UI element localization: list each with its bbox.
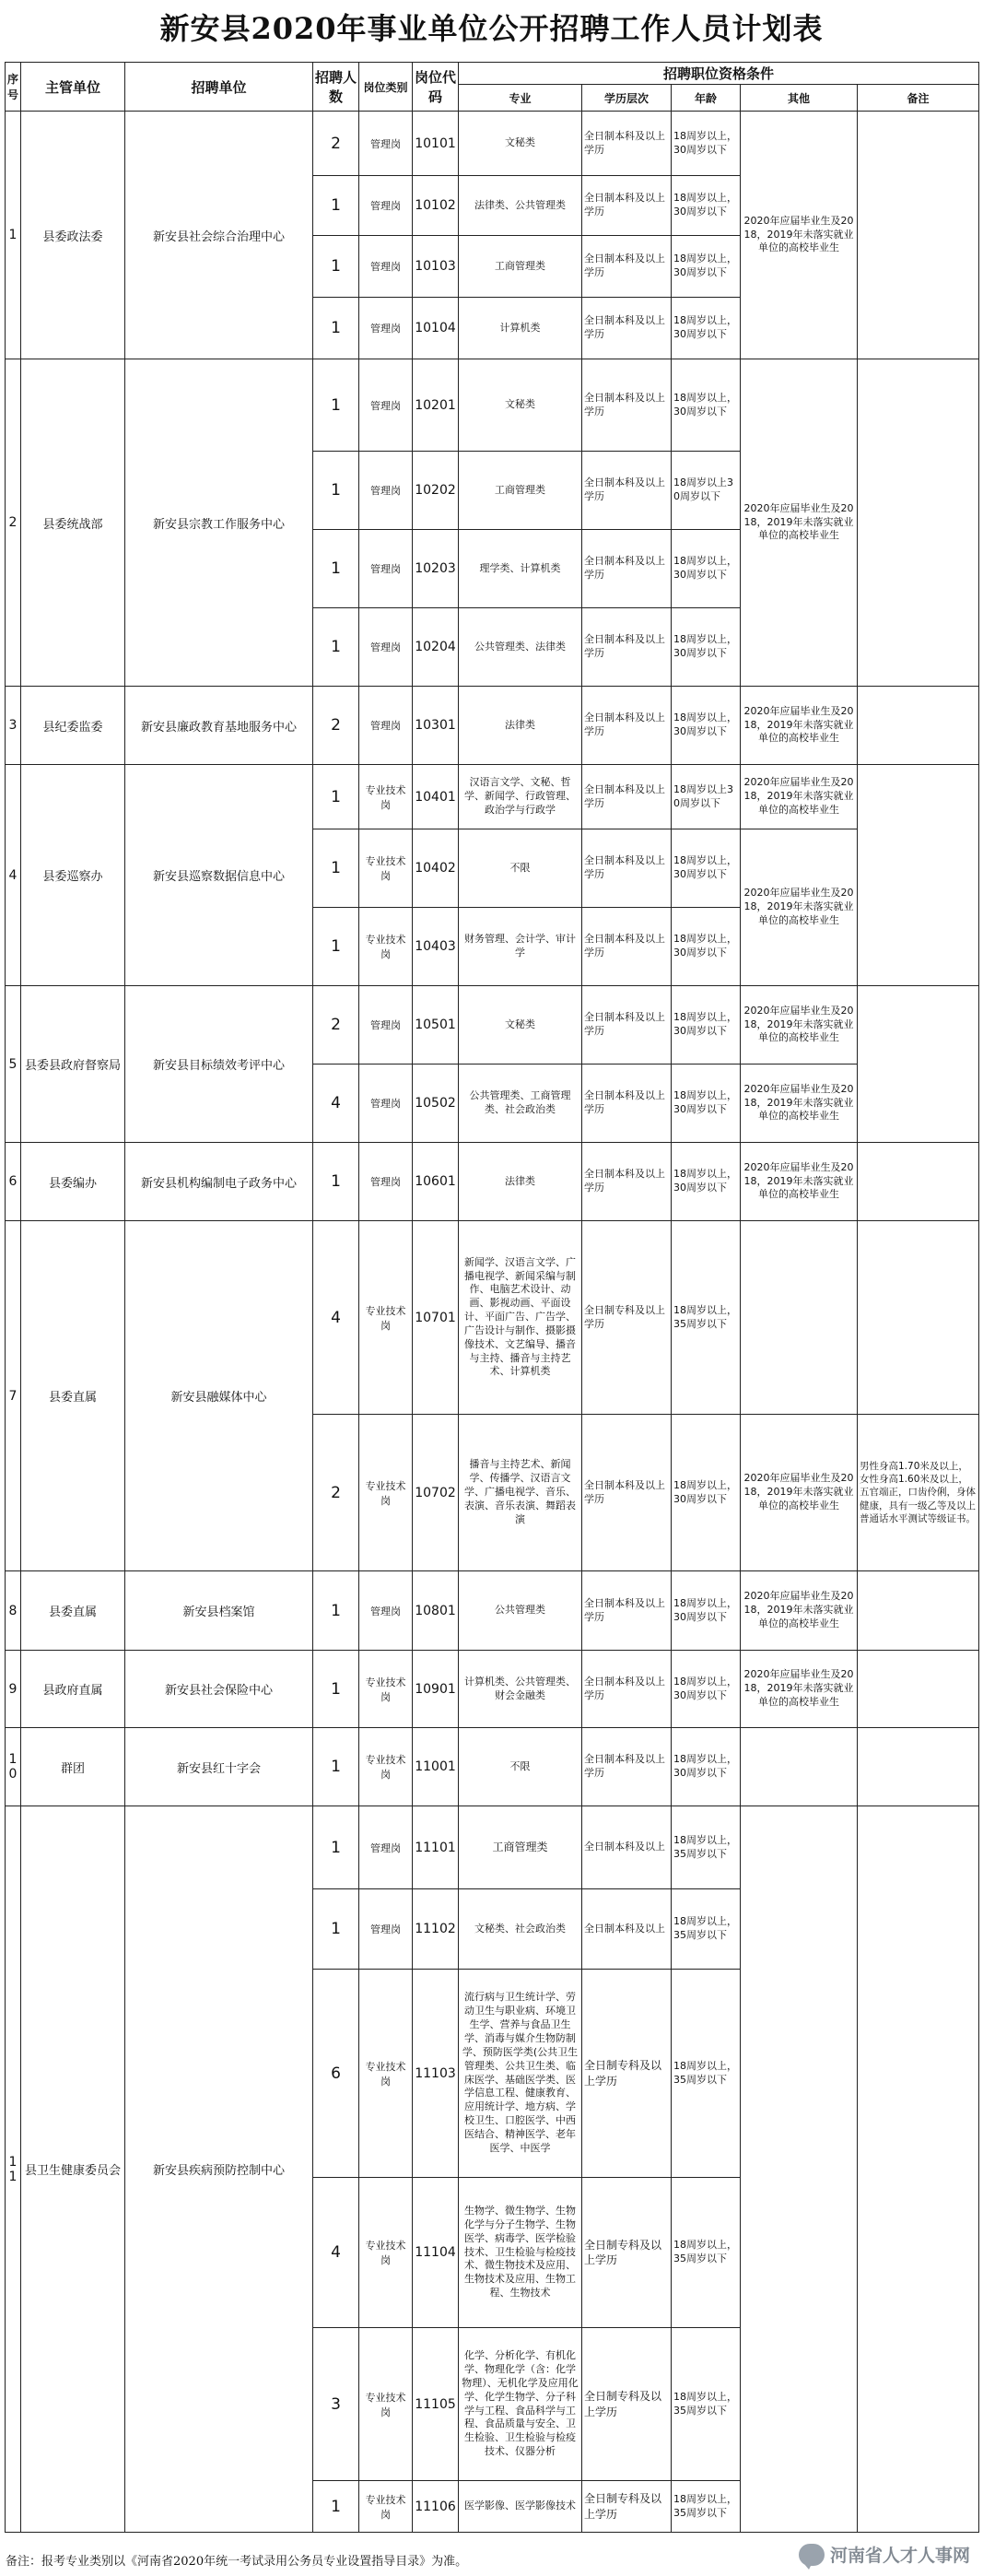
unit-cell: 新安县廉政教育基地服务中心 bbox=[125, 687, 313, 765]
count-cell: 1 bbox=[313, 176, 359, 236]
code-cell: 10401 bbox=[413, 765, 459, 829]
count-cell: 1 bbox=[313, 298, 359, 359]
edu-cell: 全日制本科及以上学历 bbox=[582, 1728, 672, 1806]
note-cell bbox=[858, 687, 979, 765]
major-cell: 公共管理类、工商管理类、社会政治类 bbox=[459, 1065, 582, 1143]
code-cell: 10102 bbox=[413, 176, 459, 236]
edu-cell: 全日制本科及以上学历 bbox=[582, 530, 672, 608]
count-cell: 1 bbox=[313, 1651, 359, 1728]
other-cell: 2020年应届毕业生及2018，2019年未落实就业单位的高校毕业生 bbox=[741, 1065, 858, 1143]
chat-bubble-icon bbox=[799, 2544, 825, 2566]
dept-cell: 县委县政府督察局 bbox=[21, 986, 125, 1143]
age-cell: 18周岁以上，35周岁以下 bbox=[672, 2481, 741, 2533]
age-cell: 18周岁以上，30周岁以下 bbox=[672, 236, 741, 298]
note-cell bbox=[858, 1806, 979, 2533]
code-cell: 10502 bbox=[413, 1065, 459, 1143]
major-cell: 工商管理类 bbox=[459, 236, 582, 298]
code-cell: 11102 bbox=[413, 1889, 459, 1970]
code-cell: 11104 bbox=[413, 2178, 459, 2328]
dept-cell: 县纪委监委 bbox=[21, 687, 125, 765]
major-cell: 公共管理类 bbox=[459, 1571, 582, 1651]
seq-cell: 4 bbox=[6, 765, 21, 986]
count-cell: 1 bbox=[313, 1143, 359, 1221]
dept-cell: 县委巡察办 bbox=[21, 765, 125, 986]
code-cell: 10104 bbox=[413, 298, 459, 359]
code-cell: 10801 bbox=[413, 1571, 459, 1651]
edu-cell: 全日制本科及以上学历 bbox=[582, 1651, 672, 1728]
code-cell: 10301 bbox=[413, 687, 459, 765]
edu-cell: 全日制本科及以上 bbox=[582, 1806, 672, 1889]
count-cell: 4 bbox=[313, 2178, 359, 2328]
table-row bbox=[6, 687, 979, 765]
header-unit: 招聘单位 bbox=[125, 63, 313, 112]
edu-cell: 全日制本科及以上学历 bbox=[582, 765, 672, 829]
other-cell: 2020年应届毕业生及2018，2019年未落实就业单位的高校毕业生 bbox=[741, 765, 858, 829]
code-cell: 10101 bbox=[413, 112, 459, 176]
type-cell: 管理岗 bbox=[359, 176, 413, 236]
other-cell: 2020年应届毕业生及2018，2019年未落实就业单位的高校毕业生 bbox=[741, 1143, 858, 1221]
header-code: 岗位代码 bbox=[413, 63, 459, 112]
count-cell: 1 bbox=[313, 908, 359, 986]
header-type: 岗位类别 bbox=[359, 63, 413, 112]
note-cell bbox=[858, 1571, 979, 1651]
header-qualifications: 招聘职位资格条件 bbox=[459, 63, 979, 85]
unit-cell: 新安县融媒体中心 bbox=[125, 1221, 313, 1571]
major-cell: 法律类 bbox=[459, 687, 582, 765]
type-cell: 专业技术岗 bbox=[359, 908, 413, 986]
other-cell: 2020年应届毕业生及2018，2019年未落实就业单位的高校毕业生 bbox=[741, 829, 858, 986]
code-cell: 10201 bbox=[413, 359, 459, 452]
header-edu: 学历层次 bbox=[582, 85, 672, 112]
major-cell: 工商管理类 bbox=[459, 452, 582, 530]
edu-cell: 全日制专科及以上学历 bbox=[582, 1221, 672, 1415]
seq-cell: 3 bbox=[6, 687, 21, 765]
other-cell: 2020年应届毕业生及2018，2019年未落实就业单位的高校毕业生 bbox=[741, 112, 858, 359]
code-cell: 10501 bbox=[413, 986, 459, 1065]
header-count: 招聘人数 bbox=[313, 63, 359, 112]
recruitment-table bbox=[5, 62, 979, 2533]
dept-cell: 县委直属 bbox=[21, 1221, 125, 1571]
count-cell: 1 bbox=[313, 359, 359, 452]
note-cell bbox=[858, 765, 979, 986]
table-row bbox=[6, 1806, 979, 1889]
dept-cell: 县委政法委 bbox=[21, 112, 125, 359]
age-cell: 18周岁以上，30周岁以下 bbox=[672, 359, 741, 452]
seq-cell: 8 bbox=[6, 1571, 21, 1651]
count-cell: 1 bbox=[313, 2481, 359, 2533]
seq-cell: 5 bbox=[6, 986, 21, 1143]
note-cell bbox=[858, 1143, 979, 1221]
table-row bbox=[6, 986, 979, 1065]
dept-cell: 县委编办 bbox=[21, 1143, 125, 1221]
footnote: 备注：报考专业类别以《河南省2020年统一考试录用公务员专业设置指导目录》为准。 bbox=[6, 2555, 468, 2569]
edu-cell: 全日制本科及以上学历 bbox=[582, 1571, 672, 1651]
note-cell: 男性身高1.70米及以上，女性身高1.60米及以上，五官端正，口齿伶俐，身体健康，具有一级乙等及以上普通话水平测试等级证书。 bbox=[858, 1415, 979, 1571]
age-cell: 18周岁以上，30周岁以下 bbox=[672, 530, 741, 608]
edu-cell: 全日制本科及以上学历 bbox=[582, 452, 672, 530]
type-cell: 管理岗 bbox=[359, 687, 413, 765]
seq-cell: 11 bbox=[6, 1806, 21, 2533]
age-cell: 18周岁以上，30周岁以下 bbox=[672, 1143, 741, 1221]
table-row bbox=[6, 1651, 979, 1728]
age-cell: 18周岁以上30周岁以下 bbox=[672, 452, 741, 530]
age-cell: 18周岁以上，35周岁以下 bbox=[672, 1889, 741, 1970]
age-cell: 18周岁以上，35周岁以下 bbox=[672, 1970, 741, 2178]
major-cell: 不限 bbox=[459, 1728, 582, 1806]
age-cell: 18周岁以上，30周岁以下 bbox=[672, 112, 741, 176]
type-cell: 管理岗 bbox=[359, 986, 413, 1065]
table-row bbox=[6, 765, 979, 829]
major-cell: 财务管理、会计学、审计学 bbox=[459, 908, 582, 986]
count-cell: 6 bbox=[313, 1970, 359, 2178]
seq-cell: 9 bbox=[6, 1651, 21, 1728]
major-cell: 生物学、微生物学、生物化学与分子生物学、生物医学、病毒学、医学检验技术、卫生检验与检疫技术、微生物技术及应用、生物技术及应用、生物工程、生物技术 bbox=[459, 2178, 582, 2328]
major-cell: 文秘类 bbox=[459, 112, 582, 176]
code-cell: 11105 bbox=[413, 2328, 459, 2481]
other-cell: 2020年应届毕业生及2018，2019年未落实就业单位的高校毕业生 bbox=[741, 687, 858, 765]
dept-cell: 县委统战部 bbox=[21, 359, 125, 687]
edu-cell: 全日制专科及以上学历 bbox=[582, 2178, 672, 2328]
other-cell: 2020年应届毕业生及2018，2019年未落实就业单位的高校毕业生 bbox=[741, 986, 858, 1065]
table-row bbox=[6, 1221, 979, 1415]
count-cell: 1 bbox=[313, 1571, 359, 1651]
major-cell: 文秘类、社会政治类 bbox=[459, 1889, 582, 1970]
edu-cell: 全日制专科及以上学历 bbox=[582, 2481, 672, 2533]
type-cell: 专业技术岗 bbox=[359, 2328, 413, 2481]
major-cell: 工商管理类 bbox=[459, 1806, 582, 1889]
count-cell: 1 bbox=[313, 452, 359, 530]
age-cell: 18周岁以上，30周岁以下 bbox=[672, 829, 741, 908]
major-cell: 计算机类 bbox=[459, 298, 582, 359]
major-cell: 化学、分析化学、有机化学、物理化学（含：化学物理）、无机化学及应用化学、化学生物学、分子科学与工程、食品科学与工程、食品质量与安全、卫生检验、卫生检验与检疫技术、仪器分析 bbox=[459, 2328, 582, 2481]
count-cell: 2 bbox=[313, 687, 359, 765]
major-cell: 新闻学、汉语言文学、广播电视学、新闻采编与制作、电脑艺术设计、动画、影视动画、平面设计、平面广告、广告学、广告设计与制作、摄影摄像技术、文艺编导、播音与主持、播音与主持艺术、计算机类 bbox=[459, 1221, 582, 1415]
count-cell: 1 bbox=[313, 236, 359, 298]
type-cell: 管理岗 bbox=[359, 359, 413, 452]
age-cell: 18周岁以上，30周岁以下 bbox=[672, 1415, 741, 1571]
age-cell: 18周岁以上，30周岁以下 bbox=[672, 1571, 741, 1651]
edu-cell: 全日制本科及以上学历 bbox=[582, 986, 672, 1065]
code-cell: 10203 bbox=[413, 530, 459, 608]
edu-cell: 全日制本科及以上学历 bbox=[582, 359, 672, 452]
page-title: 新安县2020年事业单位公开招聘工作人员计划表 bbox=[159, 11, 824, 46]
edu-cell: 全日制本科及以上学历 bbox=[582, 112, 672, 176]
age-cell: 18周岁以上，35周岁以下 bbox=[672, 1221, 741, 1415]
count-cell: 4 bbox=[313, 1065, 359, 1143]
unit-cell: 新安县疾病预防控制中心 bbox=[125, 1806, 313, 2533]
other-cell bbox=[741, 1728, 858, 1806]
type-cell: 管理岗 bbox=[359, 1806, 413, 1889]
type-cell: 管理岗 bbox=[359, 1571, 413, 1651]
code-cell: 10103 bbox=[413, 236, 459, 298]
age-cell: 18周岁以上，30周岁以下 bbox=[672, 1651, 741, 1728]
age-cell: 18周岁以上，35周岁以下 bbox=[672, 1806, 741, 1889]
edu-cell: 全日制本科及以上学历 bbox=[582, 1143, 672, 1221]
type-cell: 管理岗 bbox=[359, 1889, 413, 1970]
edu-cell: 全日制本科及以上学历 bbox=[582, 908, 672, 986]
code-cell: 11101 bbox=[413, 1806, 459, 1889]
code-cell: 11001 bbox=[413, 1728, 459, 1806]
type-cell: 专业技术岗 bbox=[359, 1728, 413, 1806]
count-cell: 1 bbox=[313, 765, 359, 829]
age-cell: 18周岁以上，30周岁以下 bbox=[672, 608, 741, 687]
type-cell: 专业技术岗 bbox=[359, 1970, 413, 2178]
major-cell: 医学影像、医学影像技术 bbox=[459, 2481, 582, 2533]
type-cell: 专业技术岗 bbox=[359, 1651, 413, 1728]
major-cell: 文秘类 bbox=[459, 986, 582, 1065]
count-cell: 3 bbox=[313, 2328, 359, 2481]
major-cell: 法律类 bbox=[459, 1143, 582, 1221]
unit-cell: 新安县目标绩效考评中心 bbox=[125, 986, 313, 1143]
other-cell: 2020年应届毕业生及2018，2019年未落实就业单位的高校毕业生 bbox=[741, 1651, 858, 1728]
unit-cell: 新安县巡察数据信息中心 bbox=[125, 765, 313, 986]
type-cell: 专业技术岗 bbox=[359, 829, 413, 908]
edu-cell: 全日制专科及以上学历 bbox=[582, 2328, 672, 2481]
other-cell: 2020年应届毕业生及2018，2019年未落实就业单位的高校毕业生 bbox=[741, 1571, 858, 1651]
type-cell: 管理岗 bbox=[359, 112, 413, 176]
code-cell: 10601 bbox=[413, 1143, 459, 1221]
age-cell: 18周岁以上，30周岁以下 bbox=[672, 687, 741, 765]
type-cell: 管理岗 bbox=[359, 530, 413, 608]
note-cell bbox=[858, 1651, 979, 1728]
type-cell: 管理岗 bbox=[359, 1065, 413, 1143]
age-cell: 18周岁以上，30周岁以下 bbox=[672, 986, 741, 1065]
age-cell: 18周岁以上，35周岁以下 bbox=[672, 2328, 741, 2481]
edu-cell: 全日制本科及以上学历 bbox=[582, 687, 672, 765]
note-cell bbox=[858, 1728, 979, 1806]
type-cell: 管理岗 bbox=[359, 608, 413, 687]
age-cell: 18周岁以上30周岁以下 bbox=[672, 765, 741, 829]
count-cell: 1 bbox=[313, 1806, 359, 1889]
major-cell: 理学类、计算机类 bbox=[459, 530, 582, 608]
header-note: 备注 bbox=[858, 85, 979, 112]
major-cell: 计算机类、公共管理类、财会金融类 bbox=[459, 1651, 582, 1728]
count-cell: 1 bbox=[313, 1728, 359, 1806]
seq-cell: 1 bbox=[6, 112, 21, 359]
type-cell: 专业技术岗 bbox=[359, 2178, 413, 2328]
count-cell: 2 bbox=[313, 986, 359, 1065]
edu-cell: 全日制本科及以上学历 bbox=[582, 829, 672, 908]
dept-cell: 县卫生健康委员会 bbox=[21, 1806, 125, 2533]
code-cell: 10402 bbox=[413, 829, 459, 908]
other-cell: 2020年应届毕业生及2018，2019年未落实就业单位的高校毕业生 bbox=[741, 359, 858, 687]
major-cell: 不限 bbox=[459, 829, 582, 908]
count-cell: 1 bbox=[313, 1889, 359, 1970]
other-cell bbox=[741, 1806, 858, 2533]
count-cell: 2 bbox=[313, 1415, 359, 1571]
unit-cell: 新安县机构编制电子政务中心 bbox=[125, 1143, 313, 1221]
other-cell: 2020年应届毕业生及2018，2019年未落实就业单位的高校毕业生 bbox=[741, 1415, 858, 1571]
major-cell: 播音与主持艺术、新闻学、传播学、汉语言文学、广播电视学、音乐、表演、音乐表演、舞蹈表演 bbox=[459, 1415, 582, 1571]
dept-cell: 县委直属 bbox=[21, 1571, 125, 1651]
code-cell: 10901 bbox=[413, 1651, 459, 1728]
type-cell: 专业技术岗 bbox=[359, 1415, 413, 1571]
count-cell: 1 bbox=[313, 829, 359, 908]
edu-cell: 全日制专科及以上学历 bbox=[582, 1970, 672, 2178]
header-seq: 序号 bbox=[6, 63, 21, 112]
header-other: 其他 bbox=[741, 85, 858, 112]
note-cell bbox=[858, 359, 979, 687]
header-dept: 主管单位 bbox=[21, 63, 125, 112]
type-cell: 管理岗 bbox=[359, 298, 413, 359]
type-cell: 管理岗 bbox=[359, 1143, 413, 1221]
edu-cell: 全日制本科及以上学历 bbox=[582, 1415, 672, 1571]
header-major: 专业 bbox=[459, 85, 582, 112]
count-cell: 1 bbox=[313, 530, 359, 608]
table-row bbox=[6, 1571, 979, 1651]
count-cell: 1 bbox=[313, 608, 359, 687]
edu-cell: 全日制本科及以上学历 bbox=[582, 176, 672, 236]
watermark bbox=[799, 2542, 970, 2567]
seq-cell: 2 bbox=[6, 359, 21, 687]
note-cell bbox=[858, 986, 979, 1143]
edu-cell: 全日制本科及以上学历 bbox=[582, 608, 672, 687]
table-row bbox=[6, 359, 979, 452]
age-cell: 18周岁以上，35周岁以下 bbox=[672, 2178, 741, 2328]
code-cell: 11103 bbox=[413, 1970, 459, 2178]
age-cell: 18周岁以上，30周岁以下 bbox=[672, 1065, 741, 1143]
seq-cell: 7 bbox=[6, 1221, 21, 1571]
unit-cell: 新安县社会综合治理中心 bbox=[125, 112, 313, 359]
code-cell: 10403 bbox=[413, 908, 459, 986]
note-cell bbox=[858, 112, 979, 359]
type-cell: 管理岗 bbox=[359, 236, 413, 298]
code-cell: 10202 bbox=[413, 452, 459, 530]
dept-cell: 县政府直属 bbox=[21, 1651, 125, 1728]
type-cell: 专业技术岗 bbox=[359, 765, 413, 829]
edu-cell: 全日制本科及以上 bbox=[582, 1889, 672, 1970]
type-cell: 管理岗 bbox=[359, 452, 413, 530]
major-cell: 公共管理类、法律类 bbox=[459, 608, 582, 687]
code-cell: 11106 bbox=[413, 2481, 459, 2533]
table-row bbox=[6, 112, 979, 176]
major-cell: 流行病与卫生统计学、劳动卫生与职业病、环境卫生学、营养与食品卫生学、消毒与媒介生物防制学、预防医学类(公共卫生管理类、公共卫生类、临床医学、基础医学类、医学信息工程、健康教育、应用统计学、地方病、学校卫生、口腔医学、中西医结合、精神医学、老年医学、中医学 bbox=[459, 1970, 582, 2178]
major-cell: 文秘类 bbox=[459, 359, 582, 452]
major-cell: 法律类、公共管理类 bbox=[459, 176, 582, 236]
unit-cell: 新安县宗教工作服务中心 bbox=[125, 359, 313, 687]
code-cell: 10701 bbox=[413, 1221, 459, 1415]
age-cell: 18周岁以上，30周岁以下 bbox=[672, 1728, 741, 1806]
note-cell bbox=[858, 1221, 979, 1415]
seq-cell: 10 bbox=[6, 1728, 21, 1806]
table-row bbox=[6, 1143, 979, 1221]
unit-cell: 新安县社会保险中心 bbox=[125, 1651, 313, 1728]
code-cell: 10702 bbox=[413, 1415, 459, 1571]
age-cell: 18周岁以上，30周岁以下 bbox=[672, 908, 741, 986]
type-cell: 专业技术岗 bbox=[359, 1221, 413, 1415]
edu-cell: 全日制本科及以上学历 bbox=[582, 298, 672, 359]
count-cell: 2 bbox=[313, 112, 359, 176]
header-age: 年龄 bbox=[672, 85, 741, 112]
watermark-text: 河南省人才人事网 bbox=[829, 2546, 970, 2566]
seq-cell: 6 bbox=[6, 1143, 21, 1221]
major-cell: 汉语言文学、文秘、哲学、新闻学、行政管理、政治学与行政学 bbox=[459, 765, 582, 829]
unit-cell: 新安县红十字会 bbox=[125, 1728, 313, 1806]
count-cell: 4 bbox=[313, 1221, 359, 1415]
edu-cell: 全日制本科及以上学历 bbox=[582, 236, 672, 298]
edu-cell: 全日制本科及以上学历 bbox=[582, 1065, 672, 1143]
age-cell: 18周岁以上，30周岁以下 bbox=[672, 298, 741, 359]
age-cell: 18周岁以上，30周岁以下 bbox=[672, 176, 741, 236]
code-cell: 10204 bbox=[413, 608, 459, 687]
table-row bbox=[6, 1728, 979, 1806]
dept-cell: 群团 bbox=[21, 1728, 125, 1806]
other-cell bbox=[741, 1221, 858, 1415]
type-cell: 专业技术岗 bbox=[359, 2481, 413, 2533]
unit-cell: 新安县档案馆 bbox=[125, 1571, 313, 1651]
